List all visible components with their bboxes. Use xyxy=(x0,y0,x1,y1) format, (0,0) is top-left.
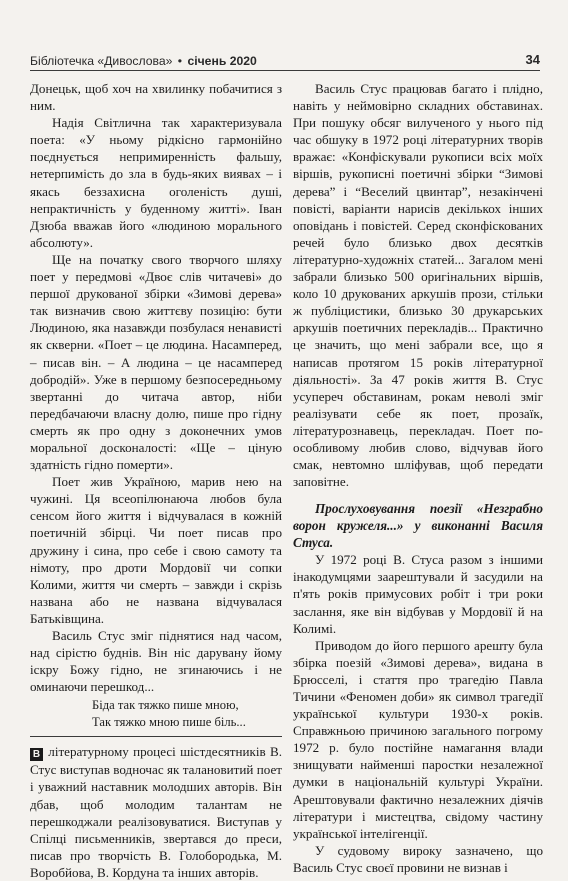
journal-name: Бібліотечка «Дивослова» xyxy=(30,54,173,68)
paragraph-text: літературному процесі шістдесятників В. Стус виступав водночас як талановитий поет і уважний наставник молодших авторів. Він дбав, щоб молодим талантам не перешкоджали реалізовуватися. Виступав у Спілці письменників, звертався до преси, писав про творчість В. Голобородька, М. Воробйова, В. Кордуна та інших авторів. xyxy=(30,744,282,880)
page-header xyxy=(30,30,540,71)
left-column xyxy=(30,80,282,881)
paragraph: Василь Стус працював багато і плідно, навіть у неймовірно складних обставинах. При пошуку обсяг вилученого у нього під час обшуку в 1972 році літературних творів вражає: «Конфіскували рукописи всіх моїх віршів, рукописні поетичні збірки “Зимові дерева” і “Веселий цвинтар”, незакінчені повісті, варіанти нарисів декількох інших оповідань і повістей. Серед сконфіскованих речей було близько двох десятків літературно-художніх статей... Загалом мені забрали близько 500 оригінальних віршів, коло 10 друкованих аркушів прози, стільки ж публіцистики, близько 30 друкарських аркушів поетичних перекладів... Практично це значить, що мені забрали все, що я написав протягом 15 років літературної діяльності». За 47 років життя В. Стус усупереч обставинам, рокам неволі зміг реалізувати себе як поет, прозаїк, літературознавець, перекладач. Поет по-особливому любив слово, відчував його смак, невтомно шліфував, щоб передати заповітне. xyxy=(293,81,543,490)
running-head xyxy=(30,54,257,68)
header-separator: • xyxy=(177,54,183,68)
poem-quote xyxy=(92,697,282,731)
paragraph: Приводом до його першого арешту була збірка поезій «Зимові дерева», видана в Брюсселі, і стаття про трагедію Павла Тичини «Феномен доби» як символ трагедії української культури 1930-х років. Справжньою причиною загального погрому 1972 р. було постійне намагання влади знищувати найменші паростки незалежної думки в національній культурі України. Арештовували фактично незалежних діячів літератури і мистецтва, свідому частину української інтелігенції. xyxy=(293,637,543,841)
page-number: 34 xyxy=(525,52,540,67)
spacer xyxy=(293,490,543,500)
paragraph: У 1972 році В. Стуса разом з іншими інакодумцями заарештували й засудили на п'ять років примусових робіт і три роки заслання, яке він відбував у Мордовії й на Колимі. xyxy=(293,552,543,636)
paragraph: Василь Стус зміг піднятися над часом, над сірістю буднів. Він ніс дарувану йому іскру Божу гідно, не згинаючись і не оминаючи перешкод... xyxy=(30,628,282,695)
paragraph: Донецьк, щоб хоч на хвилинку побачитися з ним. xyxy=(30,81,282,114)
section-divider xyxy=(30,736,282,737)
drop-cap: В xyxy=(30,748,43,761)
audio-subheading: Прослуховування поезії «Незграбно ворон кружеля...» у виконанні Василя Стуса. xyxy=(293,501,543,551)
poem-line: Біда так тяжко пише мною, xyxy=(92,698,239,713)
paragraph: У судовому вироку зазначено, що Василь Стус своєї провини не визнав і xyxy=(293,842,543,875)
right-column xyxy=(293,80,543,876)
paragraph: Поет жив Україною, марив нею на чужині. Ця всеопілюнаюча любов була сенсом його життя і відчувалася в кожній поетичній збірці. Чи поет писав про дружину і сина, про себе і свою самоту та німоту, про дроти Мордовії чи сопки Колими, життя чи смерть – завжди і скрізь названа або не названа відчувалася Батьківщина. xyxy=(30,474,282,626)
paragraph: Ще на початку свого творчого шляху поет у передмові «Двоє слів читачеві» до першої друкованої збірки «Зимові дерева» так визначив свою життєву позицію: бути Людиною, яка назавжди позбулася ненависті як скверни. «Поет – це людина. Насамперед, – писав він. – А людина – це насамперед добродій». Уже в першому безпосередньому звертанні до читача автор, ніби передбачаючи власну долю, пише про гідну смерть як про одну з доконечних умов моральної досконалості: «Ще – ціную здатність гідно померти». xyxy=(30,251,282,473)
paragraph xyxy=(30,743,282,881)
issue-date: січень 2020 xyxy=(187,54,257,68)
poem-line: Так тяжко мною пише біль... xyxy=(92,715,246,730)
paragraph: Надія Світлична так характеризувала поета: «У ньому рідкісно гармонійно поєднується непримиренність фальшу, нетерпимість до зла в будь-яких виявах – і якась беззахисна оголеність душі, непрактичність у буденному житті». Іван Дзюба вважав його «людиною морального абсолюту». xyxy=(30,115,282,250)
